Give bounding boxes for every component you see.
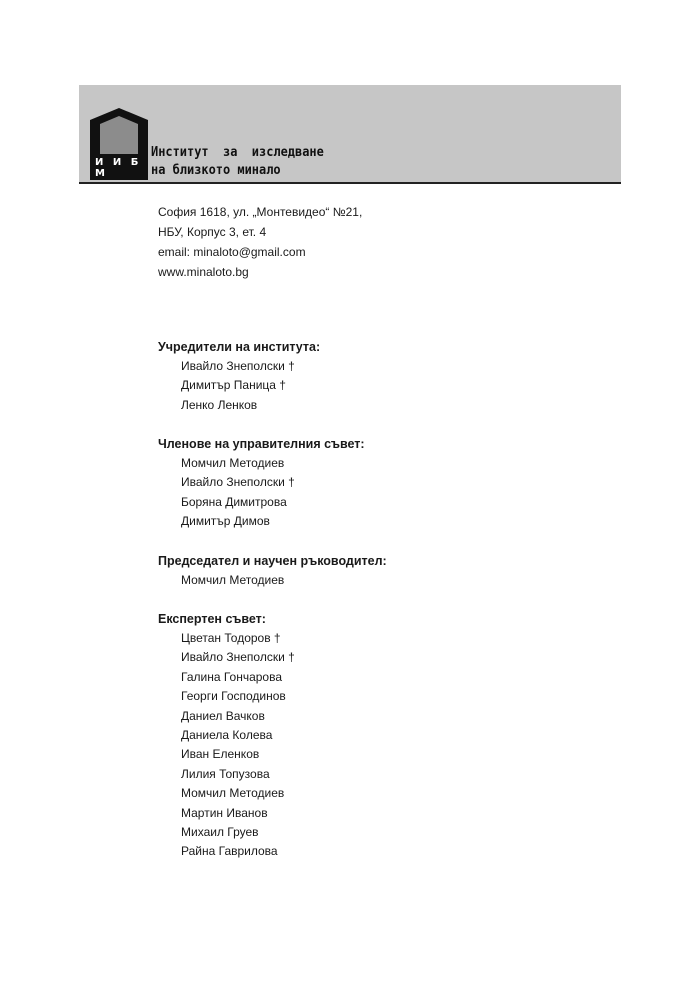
list-item: Лилия Топузова <box>181 766 270 781</box>
institute-name-line-1: Институт за изследване <box>151 145 324 160</box>
list-item: Ивайло Знеполски † <box>181 475 295 490</box>
list-item: Момчил Методиев <box>181 786 285 801</box>
header-rule <box>79 182 621 184</box>
section-title: Учредители на института: <box>158 340 321 354</box>
list-item: Георги Господинов <box>181 689 286 704</box>
list-item: Райна Гаврилова <box>181 844 278 859</box>
list-item: Иван Еленков <box>181 747 260 762</box>
address-line: НБУ, Корпус 3, ет. 4 <box>158 225 267 239</box>
founders-section <box>158 338 320 415</box>
address-line: София 1618, ул. „Монтевидео“ №21, <box>158 205 363 219</box>
list-item: Ленко Ленков <box>181 397 258 412</box>
chair-section <box>158 552 387 590</box>
list-item: Димитър Паница † <box>181 378 286 393</box>
institute-name <box>151 144 324 180</box>
list-item: Михаил Груев <box>181 825 259 840</box>
section-title: Членове на управителния съвет: <box>158 437 365 451</box>
list-item: Боряна Димитрова <box>181 494 287 509</box>
address-block <box>158 202 362 282</box>
logo-letters: И И Б М <box>95 157 142 179</box>
list-item: Ивайло Знеполски † <box>181 359 295 373</box>
board-section <box>158 435 365 532</box>
list-item: Ивайло Знеполски † <box>181 650 295 665</box>
section-title: Експертен съвет: <box>158 612 266 626</box>
list-item: Мартин Иванов <box>181 805 268 820</box>
section-title: Председател и научен ръководител: <box>158 554 387 568</box>
list-item: Димитър Димов <box>181 514 270 529</box>
institute-name-line-2: на близкото минало <box>151 163 281 178</box>
expert-council-section <box>158 610 295 862</box>
list-item: Даниел Вачков <box>181 708 265 723</box>
website-text: www.minaloto.bg <box>158 265 249 279</box>
list-item: Момчил Методиев <box>181 573 285 587</box>
list-item: Даниела Колева <box>181 728 273 743</box>
list-item: Момчил Методиев <box>181 456 285 470</box>
list-item: Цветан Тодоров † <box>181 631 281 645</box>
email-text: email: minaloto@gmail.com <box>158 245 306 259</box>
list-item: Галина Гончарова <box>181 669 283 684</box>
